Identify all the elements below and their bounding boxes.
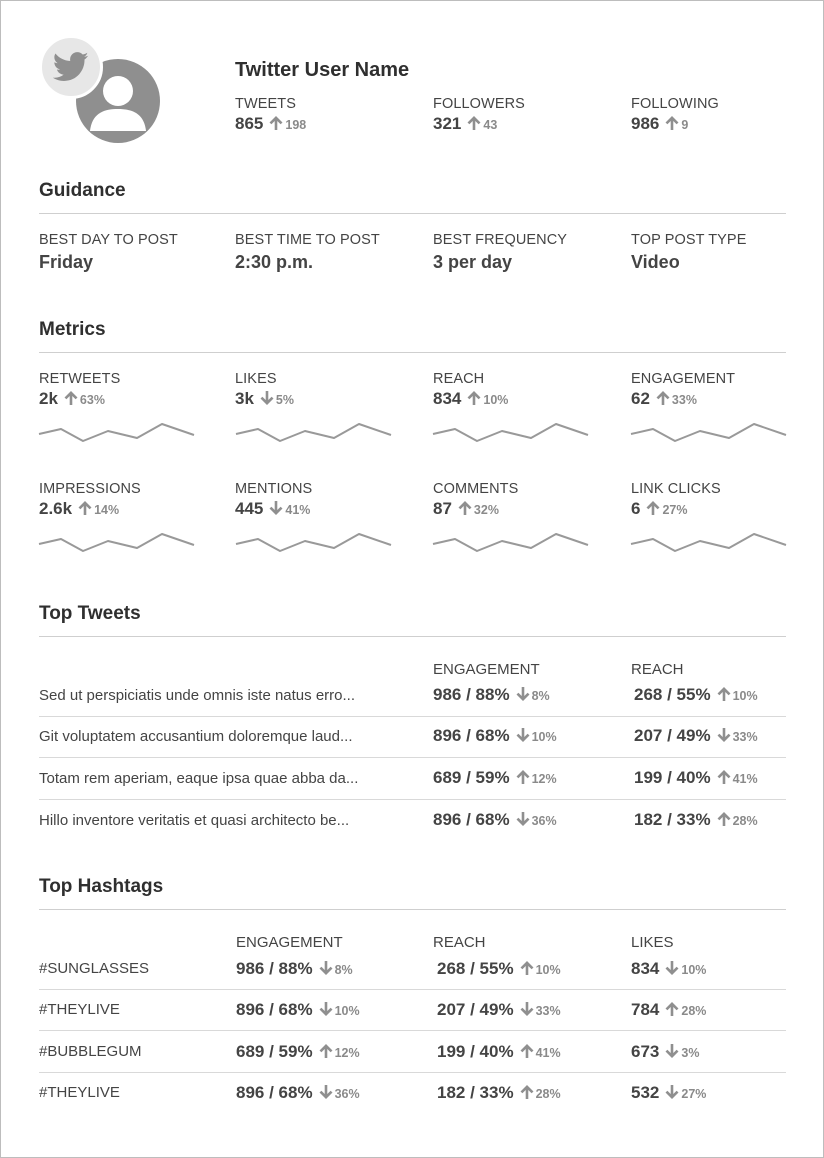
tweet-row[interactable] (39, 801, 786, 842)
metric-label: IMPRESSIONS (39, 481, 141, 497)
stat-following (631, 96, 719, 134)
twitter-bird-icon (39, 35, 103, 99)
hashtag-engagement: 896 / 68% 36% (236, 1083, 360, 1102)
sparkline-path (236, 534, 391, 551)
arrow-up-icon (268, 115, 284, 131)
hashtag-likes: 532 27% (631, 1083, 707, 1102)
stat-followers (433, 96, 525, 134)
arrow-down-icon (515, 727, 531, 743)
sparkline-path (631, 424, 786, 441)
metric-value: 87 (433, 499, 452, 518)
hashtag-engagement: 896 / 68% 10% (236, 1000, 360, 1019)
guidance-value: Friday (39, 252, 94, 272)
guidance-top-post-type (631, 232, 746, 273)
hashtag-name: #BUBBLEGUM (39, 1043, 142, 1060)
arrow-up-icon (318, 1043, 334, 1059)
hashtag-name: #SUNGLASSES (39, 960, 150, 977)
stat-label: FOLLOWING (631, 96, 719, 112)
arrow-down-icon (519, 1001, 535, 1017)
hashtag-engagement: 689 / 59% 12% (236, 1042, 360, 1061)
guidance-label: BEST FREQUENCY (433, 232, 568, 248)
arrow-up-icon (716, 811, 732, 827)
column-header-reach: REACH (433, 934, 486, 951)
arrow-up-icon (515, 769, 531, 785)
arrow-up-icon (457, 500, 473, 516)
stat-label: TWEETS (235, 96, 297, 112)
guidance-value: 3 per day (433, 252, 513, 272)
metric-label: RETWEETS (39, 371, 121, 387)
stat-delta: 9 (681, 118, 689, 132)
stat-delta: 43 (483, 118, 498, 132)
stat-value: 986 (631, 114, 660, 133)
hashtag-likes: 834 10% (631, 959, 707, 978)
divider (39, 352, 786, 353)
arrow-down-icon (318, 960, 334, 976)
sparkline-impressions (38, 532, 196, 554)
arrow-up-icon (466, 390, 482, 406)
guidance-best-time (235, 232, 380, 273)
sparkline-path (39, 534, 194, 551)
tweet-engagement: 896 / 68% 10% (433, 726, 557, 745)
arrow-down-icon (716, 727, 732, 743)
arrow-up-icon (519, 1043, 535, 1059)
sparkline-link-clicks (630, 532, 788, 554)
metric-label: REACH (433, 371, 485, 387)
metric-value: 2k (39, 389, 58, 408)
arrow-down-icon (664, 1084, 680, 1100)
metric-value: 2.6k (39, 499, 73, 518)
metric-mentions (235, 481, 395, 519)
arrow-down-icon (515, 686, 531, 702)
tweet-row[interactable] (39, 676, 786, 717)
hashtag-likes: 673 3% (631, 1042, 700, 1061)
hashtag-engagement: 986 / 88% 8% (236, 959, 353, 978)
metric-link-clicks (631, 481, 791, 519)
metric-likes (235, 371, 395, 409)
guidance-best-frequency (433, 232, 567, 273)
metric-label: ENGAGEMENT (631, 371, 736, 387)
top-hashtags-title: Top Hashtags (39, 876, 164, 897)
guidance-value: Video (631, 252, 680, 272)
arrow-down-icon (318, 1084, 334, 1100)
metric-label: COMMENTS (433, 481, 519, 497)
hashtag-likes: 784 28% (631, 1000, 707, 1019)
metric-delta: 41% (285, 503, 311, 517)
arrow-up-icon (664, 115, 680, 131)
sparkline-path (631, 534, 786, 551)
tweet-row[interactable] (39, 717, 786, 758)
arrow-up-icon (655, 390, 671, 406)
divider (39, 909, 786, 910)
sparkline-path (433, 534, 588, 551)
metric-label: MENTIONS (235, 481, 313, 497)
arrow-up-icon (519, 1084, 535, 1100)
tweet-text: Sed ut perspiciatis unde omnis iste natus erro... (39, 687, 355, 704)
sparkline-retweets (38, 422, 196, 444)
guidance-label: BEST DAY TO POST (39, 232, 178, 248)
guidance-best-day (39, 232, 178, 273)
metric-delta: 32% (473, 503, 499, 517)
divider (39, 213, 786, 214)
metric-impressions (39, 481, 199, 519)
hashtag-row[interactable] (39, 949, 786, 990)
tweet-engagement: 896 / 68% 36% (433, 810, 557, 829)
tweet-text: Totam rem aperiam, eaque ipsa quae abba da... (39, 770, 359, 787)
metric-value: 6 (631, 499, 641, 518)
hashtag-reach: 207 / 49% 33% (437, 1000, 561, 1019)
tweet-engagement: 986 / 88% 8% (433, 685, 550, 704)
hashtag-row[interactable] (39, 990, 786, 1031)
tweet-text: Hillo inventore veritatis et quasi architecto be... (39, 812, 350, 829)
metric-label: LINK CLICKS (631, 481, 721, 497)
metric-value: 445 (235, 499, 264, 518)
hashtag-reach: 199 / 40% 41% (437, 1042, 561, 1061)
arrow-up-icon (63, 390, 79, 406)
tweet-reach: 182 / 33% 28% (634, 810, 758, 829)
hashtag-reach: 268 / 55% 10% (437, 959, 561, 978)
column-header-engagement: ENGAGEMENT (433, 661, 540, 678)
hashtag-name: #THEYLIVE (39, 1084, 120, 1101)
metric-reach (433, 371, 593, 409)
hashtag-name: #THEYLIVE (39, 1001, 120, 1018)
metric-engagement (631, 371, 791, 409)
guidance-label: BEST TIME TO POST (235, 232, 380, 248)
stat-value: 321 (433, 114, 462, 133)
arrow-up-icon (77, 500, 93, 516)
metric-comments (433, 481, 593, 519)
arrow-up-icon (519, 960, 535, 976)
tweet-text: Git voluptatem accusantium doloremque laud... (39, 728, 353, 745)
arrow-down-icon (515, 811, 531, 827)
metric-delta: 33% (671, 393, 697, 407)
guidance-title: Guidance (39, 180, 126, 201)
sparkline-path (433, 424, 588, 441)
column-header-engagement: ENGAGEMENT (236, 934, 343, 951)
tweet-row[interactable] (39, 759, 786, 800)
tweet-engagement: 689 / 59% 12% (433, 768, 557, 787)
guidance-value: 2:30 p.m. (235, 252, 314, 272)
user-name: Twitter User Name (235, 59, 410, 81)
arrow-up-icon (466, 115, 482, 131)
stat-tweets (235, 96, 306, 134)
arrow-down-icon (664, 1043, 680, 1059)
metric-value: 3k (235, 389, 254, 408)
sparkline-mentions (235, 532, 393, 554)
arrow-down-icon (664, 960, 680, 976)
arrow-up-icon (716, 686, 732, 702)
hashtag-row[interactable] (39, 1073, 786, 1114)
arrow-up-icon (716, 769, 732, 785)
top-tweets-title: Top Tweets (39, 603, 141, 624)
metric-delta: 10% (483, 393, 509, 407)
metric-delta: 5% (275, 393, 294, 407)
divider (39, 636, 786, 637)
stat-value: 865 (235, 114, 264, 133)
metric-label: LIKES (235, 371, 277, 387)
metric-value: 834 (433, 389, 462, 408)
profile-avatar-group (39, 35, 163, 147)
sparkline-path (39, 424, 194, 441)
hashtag-reach: 182 / 33% 28% (437, 1083, 561, 1102)
arrow-up-icon (645, 500, 661, 516)
metric-value: 62 (631, 389, 650, 408)
metric-delta: 27% (662, 503, 688, 517)
arrow-down-icon (318, 1001, 334, 1017)
arrow-down-icon (259, 390, 275, 406)
sparkline-reach (432, 422, 590, 444)
tweet-reach: 199 / 40% 41% (634, 768, 758, 787)
hashtag-row[interactable] (39, 1032, 786, 1073)
guidance-label: TOP POST TYPE (631, 232, 747, 248)
sparkline-comments (432, 532, 590, 554)
metric-delta: 63% (79, 393, 105, 407)
tweet-reach: 268 / 55% 10% (634, 685, 758, 704)
metrics-title: Metrics (39, 319, 106, 340)
sparkline-likes (235, 422, 393, 444)
stat-label: FOLLOWERS (433, 96, 525, 112)
stat-delta: 198 (285, 118, 307, 132)
sparkline-engagement (630, 422, 788, 444)
sparkline-path (236, 424, 391, 441)
arrow-down-icon (268, 500, 284, 516)
column-header-likes: LIKES (631, 934, 674, 951)
metric-delta: 14% (94, 503, 120, 517)
arrow-up-icon (664, 1001, 680, 1017)
column-header-reach: REACH (631, 661, 684, 678)
tweet-reach: 207 / 49% 33% (634, 726, 758, 745)
metric-retweets (39, 371, 199, 409)
